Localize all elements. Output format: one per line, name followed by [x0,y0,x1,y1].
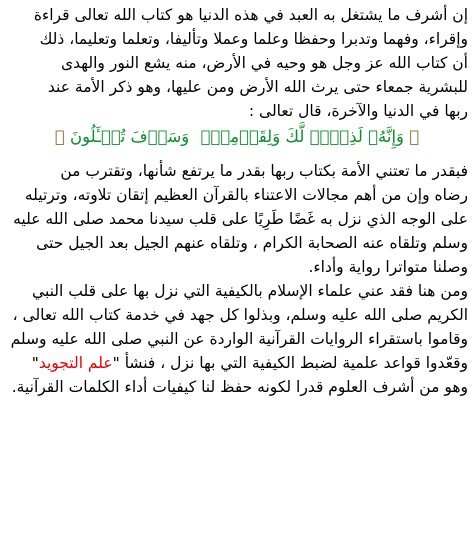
verse-separator [189,127,195,146]
open-quote: " [112,354,120,372]
verse-text-part2: وَسَوۡفَ تُسۡـَٔلُونَ [69,127,190,146]
text-line: ربها في الدنيا والآخرة، قال تعالى : [248,102,468,120]
verse-text-part1: وَإِنَّهُۥ لَذِكۡرٞ لَّكَ وَلِقَوۡمِكَۖ [200,127,405,146]
paragraph-intro [6,3,468,123]
verse-open-bracket: ﴿ [409,127,420,146]
text-line: ومن هنا فقد عني علماء الإسلام بالكيفية التي نزل بها على قلب النبي [32,282,468,300]
text-line-with-term [6,351,468,375]
text-line: وإقراء، وفهما وتدبرا وحفظا وعلما وعملا وتأليفا، وتعلما وتعليما، ذلك [39,30,468,48]
text-line: فبقدر ما تعتني الأمة بكتاب ربها بقدر ما يرتفع شأنها، وتقترب من [60,162,468,180]
text-line: وهو من أشرف العلوم قدرا لكونه حفظ لنا كيفيات أداء الكلمات القرآنية. [11,378,468,396]
verse-close-bracket: ﴾ [54,127,65,146]
highlight-term: علم التجويد [38,354,113,372]
text-line: الكريم صلى الله عليه وسلم، وبذلوا كل جهد في خدمة كتاب الله تعالى ، [12,306,468,324]
text-line: للبشرية جمعاء حتى يرث الله الأرض ومن عليها، وهو ذكر الأمة عند [47,78,468,96]
text-line: وقاموا باستقراء الروايات القرآنية الواردة عن النبي صلى الله عليه وسلم [10,330,468,348]
text-line: أن كتاب الله عز وجل هو وحيه في الأرض، منه يشع النور والهدى [60,54,468,72]
line-text: وقعّدوا قواعد علمية لضبط الكيفية التي بها نزل ، فنشأ [119,354,468,372]
text-line: رضاه وإن من أهم مجالات الاعتناء بالقرآن العظيم إتقان تلاوته، وترتيله [24,186,468,204]
paragraph-importance [6,159,468,279]
quran-verse [6,123,468,151]
text-line: وسلم وتلقاه عنه الصحابة الكرام ، وتلقاه عنهم الجيل بعد الجيل حتى [36,234,468,252]
text-line: على الوجه الذي نزل به غَضًا طَرِيًا على قلب سيدنا محمد صلى الله عليه [13,210,468,228]
text-line: وصلنا متواترا رواية وأداء. [308,258,468,276]
close-quote: " [31,354,39,372]
text-line: إن أشرف ما يشتغل به العبد في هذه الدنيا هو كتاب الله تعالى قراءة [33,6,468,24]
paragraph-tajweed [6,279,468,399]
paragraph-spacer [6,151,468,159]
